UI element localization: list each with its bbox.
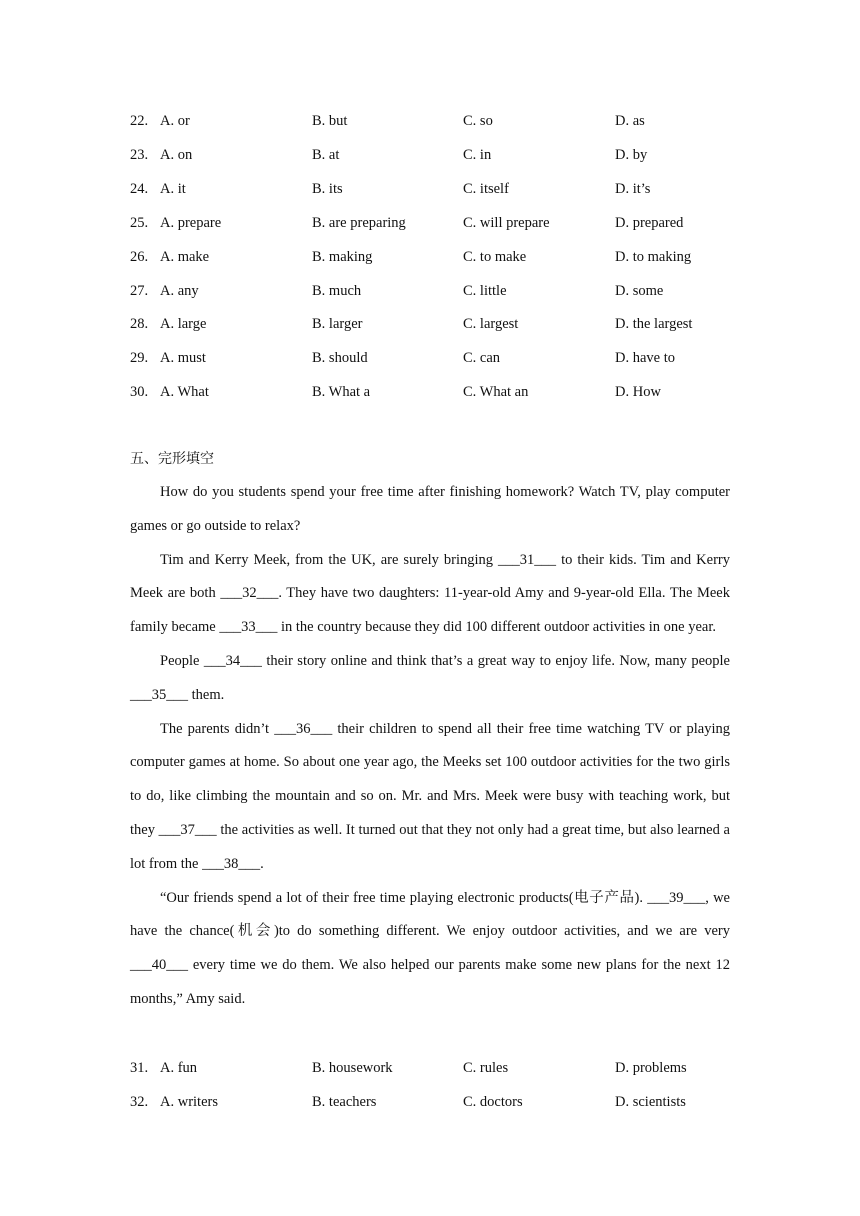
option-d: D. problems <box>615 1060 687 1076</box>
section-heading: 五、完形填空 <box>130 451 214 467</box>
option-d: D. as <box>615 113 645 129</box>
option-a: A. on <box>160 147 193 163</box>
question-number: 26. <box>130 249 149 265</box>
passage-paragraph: Tim and Kerry Meek, from the UK, are surely bringing ___31___ to their kids. Tim and Kerry Meek are both ___32___. They have two daughters: 11-year-old Amy and 9-year-old Ella. The Meek family became ___33___ in the country because they did 100 different outdoor activities in one year. <box>130 551 730 636</box>
option-b: B. making <box>312 249 373 265</box>
option-d: D. by <box>615 147 648 163</box>
question-23 <box>130 145 730 165</box>
option-c: C. so <box>463 113 493 129</box>
option-d: D. the largest <box>615 316 693 332</box>
option-a: A. any <box>160 283 199 299</box>
option-c: C. itself <box>463 181 509 197</box>
question-31 <box>130 1058 730 1078</box>
option-c: C. to make <box>463 249 527 265</box>
question-number: 24. <box>130 181 149 197</box>
option-b: B. housework <box>312 1060 393 1076</box>
question-30 <box>130 382 730 402</box>
option-b: B. teachers <box>312 1094 377 1110</box>
option-c: C. little <box>463 283 507 299</box>
option-c: C. in <box>463 147 492 163</box>
passage-paragraph: People ___34___ their story online and think that’s a great way to enjoy life. Now, many people ___35___ them. <box>130 652 730 703</box>
option-a: A. prepare <box>160 215 222 231</box>
option-d: D. How <box>615 384 661 400</box>
option-c: C. doctors <box>463 1094 523 1110</box>
question-number: 32. <box>130 1094 149 1110</box>
question-28 <box>130 314 730 334</box>
option-b: B. its <box>312 181 343 197</box>
question-number: 29. <box>130 350 149 366</box>
question-number: 27. <box>130 283 149 299</box>
question-26 <box>130 247 730 267</box>
option-d: D. scientists <box>615 1094 686 1110</box>
option-b: B. larger <box>312 316 363 332</box>
option-b: B. are preparing <box>312 215 406 231</box>
cloze-passage <box>130 476 730 1017</box>
passage-paragraph: The parents didn’t ___36___ their children to spend all their free time watching TV or playing computer games at home. So about one year ago, the Meeks set 100 outdoor activities for the two girls to do, like climbing the mountain and so on. Mr. and Mrs. Meek were busy with teaching work, but they ___37___ the activities as well. It turned out that they not only had a great time, but also learned a lot from the ___38___. <box>130 720 730 872</box>
option-c: C. can <box>463 350 501 366</box>
option-b: B. at <box>312 147 340 163</box>
option-d: D. it’s <box>615 181 651 197</box>
option-b: B. should <box>312 350 368 366</box>
option-a: A. writers <box>160 1094 218 1110</box>
passage-paragraph: “Our friends spend a lot of their free time playing electronic products(电子产品). ___39___, we have the chance(机会)to do something different. We enjoy outdoor activities, and we are very ___40___ every time we do them. We also helped our parents make some new plans for the next 12 months,” Amy said. <box>130 889 730 1007</box>
option-c: C. What an <box>463 384 529 400</box>
question-24 <box>130 179 730 199</box>
question-29 <box>130 348 730 368</box>
option-d: D. some <box>615 283 664 299</box>
option-a: A. must <box>160 350 206 366</box>
option-c: C. rules <box>463 1060 509 1076</box>
question-32 <box>130 1092 730 1112</box>
option-a: A. or <box>160 113 190 129</box>
option-a: A. make <box>160 249 210 265</box>
option-a: A. What <box>160 384 209 400</box>
question-27 <box>130 281 730 301</box>
option-d: D. to making <box>615 249 692 265</box>
question-22 <box>130 111 730 131</box>
option-d: D. have to <box>615 350 675 366</box>
option-b: B. but <box>312 113 348 129</box>
question-number: 31. <box>130 1060 149 1076</box>
option-a: A. large <box>160 316 207 332</box>
option-a: A. fun <box>160 1060 198 1076</box>
question-number: 25. <box>130 215 149 231</box>
option-d: D. prepared <box>615 215 684 231</box>
option-b: B. What a <box>312 384 371 400</box>
question-number: 30. <box>130 384 149 400</box>
passage-paragraph: How do you students spend your free time after finishing homework? Watch TV, play computer games or go outside to relax? <box>130 484 730 534</box>
option-a: A. it <box>160 181 186 197</box>
question-number: 28. <box>130 316 149 332</box>
option-b: B. much <box>312 283 362 299</box>
question-number: 23. <box>130 147 149 163</box>
option-c: C. largest <box>463 316 519 332</box>
option-c: C. will prepare <box>463 215 550 231</box>
question-25 <box>130 213 730 233</box>
question-number: 22. <box>130 113 149 129</box>
